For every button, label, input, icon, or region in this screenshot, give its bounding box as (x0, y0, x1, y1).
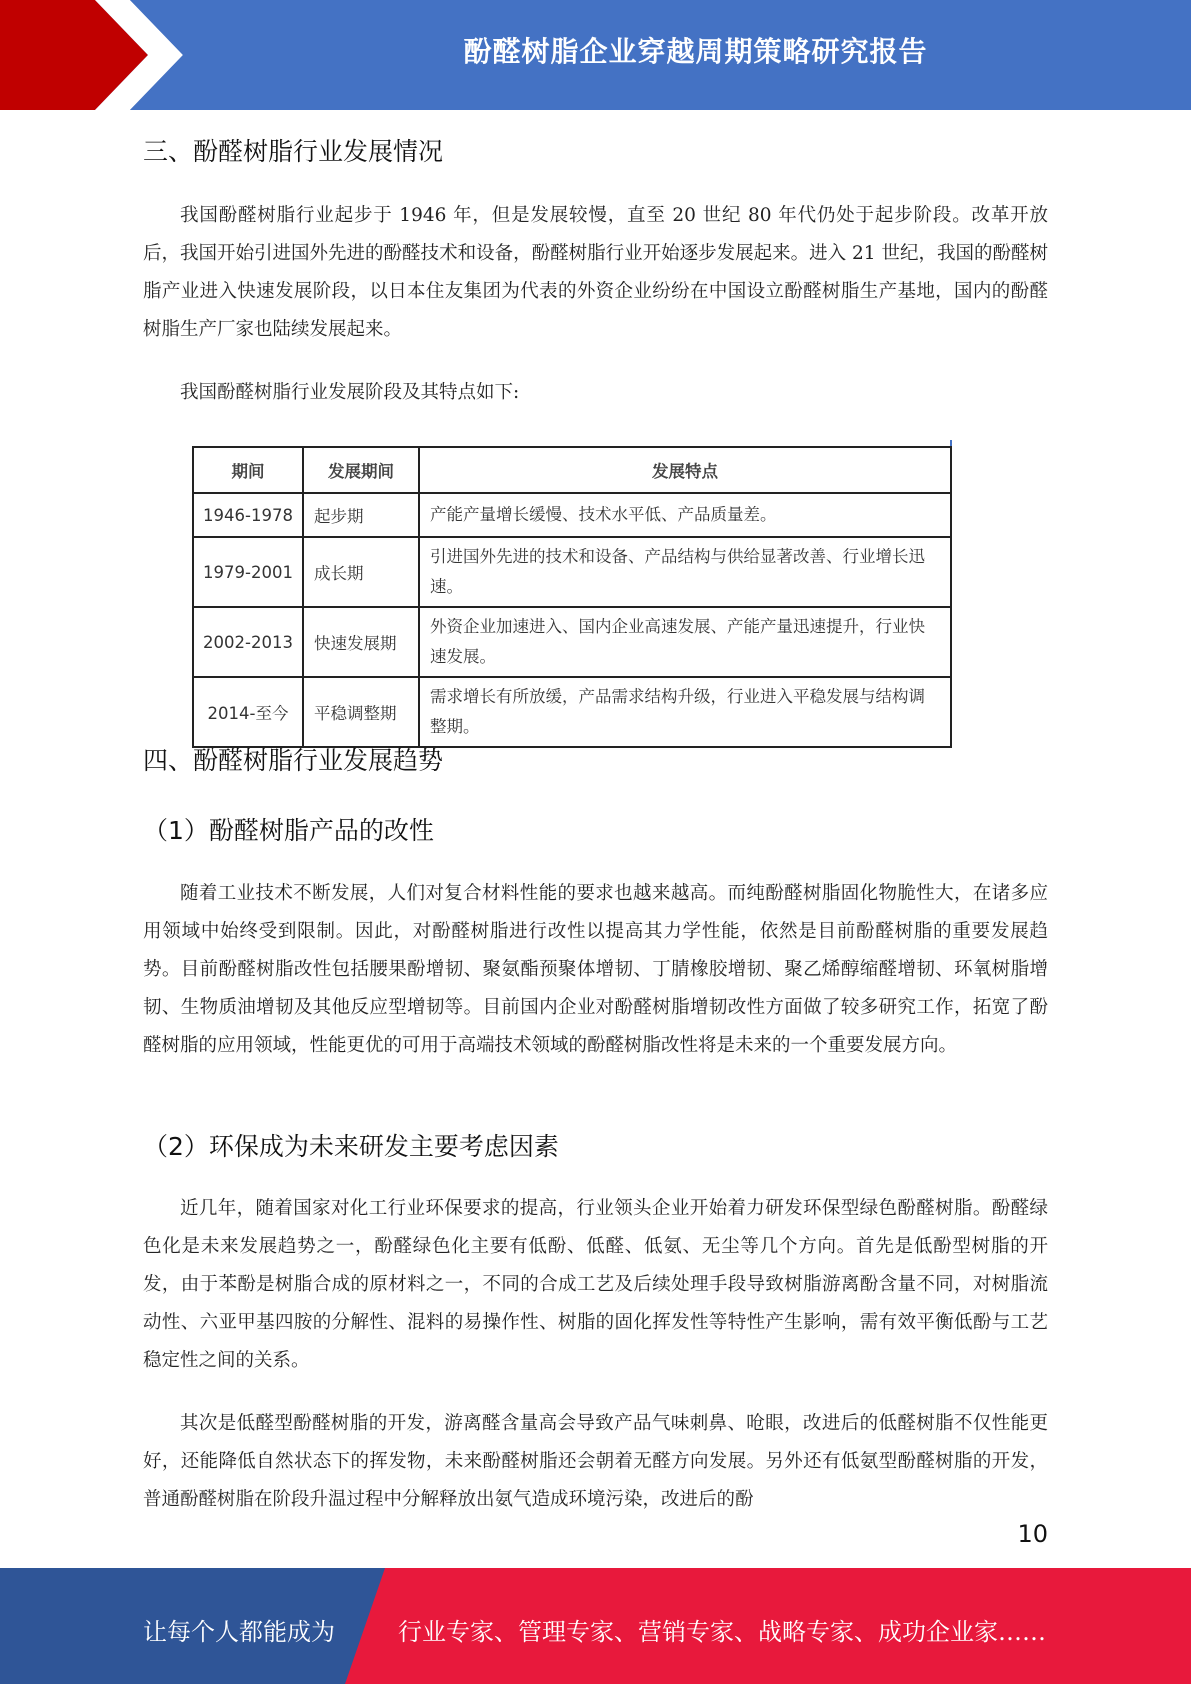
report-title: 酚醛树脂企业穿越周期策略研究报告 (463, 35, 928, 68)
cell-period: 1979-2001 (193, 537, 303, 607)
cell-period: 2002-2013 (193, 607, 303, 677)
page-number: 10 (1017, 1520, 1048, 1548)
subsection-2-heading: （2）环保成为未来研发主要考虑因素 (143, 1132, 559, 1161)
cell-stage: 快速发展期 (303, 607, 419, 677)
subsection-2-paragraph-2: 其次是低醛型酚醛树脂的开发，游离醛含量高会导致产品气味刺鼻、呛眼，改进后的低醛树脂不仅性能更好，还能降低自然状态下的挥发物，未来酚醛树脂还会朝着无醛方向发展。另外还有低氨型酚醛树脂的开发，普通酚醛树脂在阶段升温过程中分解释放出氨气造成环境污染，改进后的酚 (143, 1413, 1048, 1510)
cell-period: 2014-至今 (193, 677, 303, 747)
cell-feature: 引进国外先进的技术和设备、产品结构与供给显著改善、行业增长迅速。 (419, 537, 951, 607)
stage-table (192, 446, 952, 748)
cell-period: 1946-1978 (193, 493, 303, 537)
table-row (193, 607, 951, 677)
table-row (193, 537, 951, 607)
section-3-paragraph-2: 我国酚醛树脂行业发展阶段及其特点如下: (180, 382, 520, 403)
section-3-paragraph-1: 我国酚醛树脂行业起步于 1946 年，但是发展较慢，直至 20 世纪 80 年代仍处于起步阶段。改革开放后，我国开始引进国外先进的酚醛技术和设备，酚醛树脂行业开始逐步发展起来。进入 21 世纪，我国的酚醛树脂产业进入快速发展阶段，以日本住友集团为代表的外资企业纷纷在中国设立酚醛树脂生产基地，国内的酚醛树脂生产厂家也陆续发展起来。 (143, 205, 1048, 340)
page-header (0, 0, 1191, 110)
cell-feature: 外资企业加速进入、国内企业高速发展、产能产量迅速提升，行业快速发展。 (419, 607, 951, 677)
subsection-1-heading: （1）酚醛树脂产品的改性 (143, 816, 434, 845)
table-row (193, 493, 951, 537)
cell-stage: 起步期 (303, 493, 419, 537)
subsection-1-paragraph: 随着工业技术不断发展，人们对复合材料性能的要求也越来越高。而纯酚醛树脂固化物脆性大，在诸多应用领域中始终受到限制。因此，对酚醛树脂进行改性以提高其力学性能，依然是目前酚醛树脂的重要发展趋势。目前酚醛树脂改性包括腰果酚增韧、聚氨酯预聚体增韧、丁腈橡胶增韧、聚乙烯醇缩醛增韧、环氧树脂增韧、生物质油增韧及其他反应型增韧等。目前国内企业对酚醛树脂增韧改性方面做了较多研究工作，拓宽了酚醛树脂的应用领域，性能更优的可用于高端技术领域的酚醛树脂改性将是未来的一个重要发展方向。 (143, 883, 1048, 1056)
footer-slogan-left: 让每个人都能成为 (143, 1618, 335, 1646)
development-stage-table (192, 446, 952, 748)
cell-feature: 产能产量增长缓慢、技术水平低、产品质量差。 (419, 493, 951, 537)
table-row (193, 677, 951, 747)
subsection-2-paragraph-1: 近几年，随着国家对化工行业环保要求的提高，行业领头企业开始着力研发环保型绿色酚醛树脂。酚醛绿色化是未来发展趋势之一，酚醛绿色化主要有低酚、低醛、低氨、无尘等几个方向。首先是低酚型树脂的开发，由于苯酚是树脂合成的原材料之一，不同的合成工艺及后续处理手段导致树脂游离酚含量不同，对树脂流动性、六亚甲基四胺的分解性、混料的易操作性、树脂的固化挥发性等特性产生影响，需有效平衡低酚与工艺稳定性之间的关系。 (143, 1198, 1048, 1371)
table-header-period: 期间 (193, 447, 303, 493)
table-header-feature: 发展特点 (419, 447, 951, 493)
cell-stage: 平稳调整期 (303, 677, 419, 747)
cell-feature: 需求增长有所放缓，产品需求结构升级，行业进入平稳发展与结构调整期。 (419, 677, 951, 747)
table-header-stage: 发展期间 (303, 447, 419, 493)
footer-slogan-right: 行业专家、管理专家、营销专家、战略专家、成功企业家…… (398, 1618, 1046, 1646)
cell-stage: 成长期 (303, 537, 419, 607)
section-3-heading: 三、酚醛树脂行业发展情况 (143, 137, 444, 166)
section-4-heading: 四、酚醛树脂行业发展趋势 (143, 746, 444, 775)
